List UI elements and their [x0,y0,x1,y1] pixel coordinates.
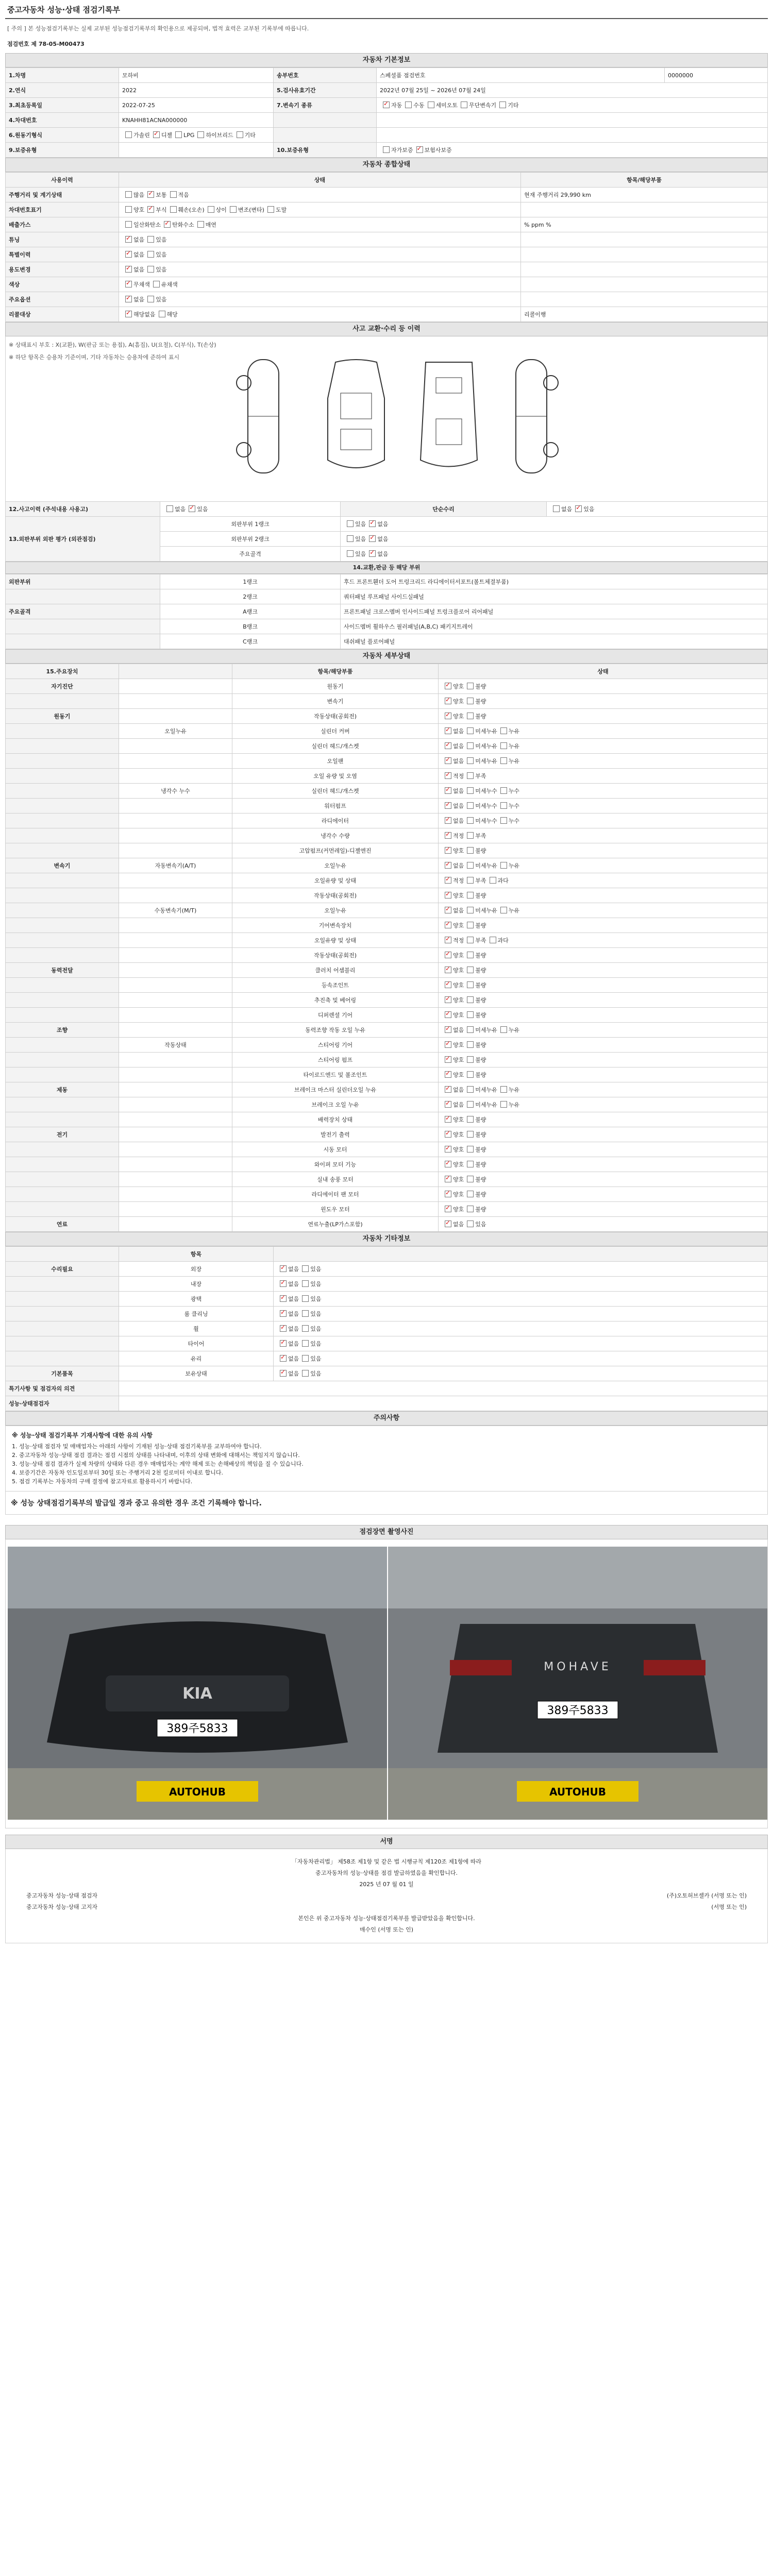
checkbox [445,1191,451,1197]
section-basic: 자동차 기본정보 [5,53,768,67]
big-warning: ※ 성능 상태점검기록부의 발급일 경과 중고 유의한 경우 조건 기록해야 합니다. [5,1492,768,1515]
checkbox [147,251,154,258]
checkbox [125,281,132,287]
detail-row: 오일유량 및 상태 ✓ 적정 부족 과다 [6,873,768,888]
checkbox [467,922,474,928]
detail-row: 타이로드엔드 및 볼조인트 ✓ 양호 불량 [6,1067,768,1082]
detail-row: 실린더 헤드/개스켓 ✓ 없음 미세누유 누유 [6,739,768,754]
checkbox [445,832,451,839]
caution-line: 5. 점검 기록부는 자동차의 구매 결정에 참고자료로 활용하시기 바랍니다. [12,1478,193,1485]
checkbox [445,1086,451,1093]
checkbox [405,101,412,108]
checkbox [467,847,474,854]
checkbox [445,817,451,824]
checkbox [467,832,474,839]
basic-row: 4.차대번호 KNAHH81ACNA000000 [6,113,768,128]
overall-row: 주요옵션 ✓ 없음 있음 [6,292,768,307]
detail-row: 동력전달 클러치 어셈블리 ✓ 양호 불량 [6,963,768,978]
basic-row: 9.보증유형 10.보증유형 자가보증✓ 보험사보증 [6,143,768,158]
checkbox [445,952,451,958]
checkbox [445,937,451,943]
checkbox [500,817,507,824]
parts-row: C랭크 대쉬패널 플로어패널 [6,634,768,649]
section-signature: 서명 [5,1835,768,1849]
other-row: 유리 ✓ 없음 있음 [6,1351,768,1366]
detail-row: 변속기 ✓ 양호 불량 [6,694,768,709]
cautions-box: ※ 성능·상태 점검기록부 기재사항에 대한 유의 사항 1. 성능·상태 점검자 및 매매업자는 아래의 사항이 기재된 성능·상태 점검기록부를 교부하여야 합니다. 2. 중고자동차 성능·상태 점검 결과는 점검 시점의 상태를 나타내며, 이후의 상태 변화에 대해서는 책임지지 않습니다. 3. 성능·상태 점검 결과가 실제 차량의 상태와 다른 경우 매매업자는 계약 해제 또는 손해배상의 책임을 질 수 있습니다. 4. 보증기간은 자동차 인도일로부터 30일 또는 주행거리 2천 킬로미터 이내로 합니다. 5. 점검 기록부는 자동차의 구매 결정에 참고자료로 활용하시기 바랍니다. [5,1426,768,1492]
detail-row: 오일누유 실린더 커버 ✓ 없음 미세누유 누유 [6,724,768,739]
overall-row: 차대번호표기 양호✓ 부식 훼손(오손) 상이 변조(변타) 도말 [6,202,768,217]
checkbox [499,101,506,108]
checkbox [467,1041,474,1048]
checkbox [467,1026,474,1033]
detail-row: 디퍼렌셜 기어 ✓ 양호 불량 [6,1008,768,1023]
checkbox [125,221,132,228]
checkbox [490,937,496,943]
checkbox [445,922,451,928]
checkbox [467,1071,474,1078]
checkbox [445,1176,451,1182]
checkbox [445,698,451,704]
overall-row: 용도변경 ✓ 없음 있음 [6,262,768,277]
car-top-icon [315,357,397,476]
checkbox [302,1310,309,1317]
basic-row: 6.원동기형식 가솔린✓ 디젤 LPG 하이브리드 기타 [6,128,768,143]
photo-rear [388,1547,767,1820]
checkbox [445,787,451,794]
checkbox [197,131,204,138]
frame-row: 주요골격 있음✓ 없음 [6,547,768,562]
checkbox [197,221,204,228]
basic-info-table [5,67,768,158]
checkbox [500,727,507,734]
checkbox [500,1101,507,1108]
svg-text:KIA: KIA [182,1685,212,1703]
svg-text:MOHAVE: MOHAVE [544,1660,612,1673]
checkbox [490,877,496,884]
parts-row: 2랭크 쿼터패널 루프패널 사이드실패널 [6,589,768,604]
checkbox [302,1355,309,1362]
basic-row: 1.차명 모하비 송부번호 스페셜품 점검번호 0000000 [6,68,768,83]
checkbox [147,236,154,243]
checkbox [500,1086,507,1093]
overall-row: 배출가스 일산화탄소✓ 탄화수소 매연 % ppm % [6,217,768,232]
checkbox [500,742,507,749]
checkbox [445,713,451,719]
checkbox [467,727,474,734]
checkbox [467,1206,474,1212]
checkbox [445,1116,451,1123]
checkbox [208,206,214,213]
parts-table [5,574,768,649]
photo-panel [5,1539,768,1828]
overall-row: 특별이력 ✓ 없음 있음 [6,247,768,262]
checkbox [445,1146,451,1153]
checkbox [467,1101,474,1108]
checkbox [302,1370,309,1377]
checkbox [302,1280,309,1287]
checkbox [147,206,154,213]
document [5,0,768,1943]
checkbox [230,206,237,213]
checkbox [302,1325,309,1332]
checkbox [445,1011,451,1018]
checkbox [445,742,451,749]
checkbox [302,1295,309,1302]
detail-row: 제동 브레이크 마스터 실린더오일 누유 ✓ 없음 미세누유 누유 [6,1082,768,1097]
checkbox [467,1221,474,1227]
photo-front [8,1547,387,1820]
checkbox [467,877,474,884]
checkbox [445,1161,451,1167]
detail-row: 기어변속장치 ✓ 양호 불량 [6,918,768,933]
checkbox [280,1340,287,1347]
checkbox [467,742,474,749]
checkbox [153,281,160,287]
checkbox [467,1146,474,1153]
checkbox [125,311,132,317]
checkbox [467,757,474,764]
doc-notice: [ 주의 ] 본 성능점검기록부는 실제 교부된 성능점검기록부의 확인용으로 제공되며, 법적 효력은 교부된 기록부에 따릅니다. [7,25,309,32]
section-damage: 사고 교환·수리 등 이력 [5,322,768,336]
detail-row: 오일 유량 및 오염 ✓ 적정 부족 [6,769,768,784]
checkbox [467,683,474,689]
detail-row: 원동기 작동상태(공회전) ✓ 양호 불량 [6,709,768,724]
svg-text:AUTOHUB: AUTOHUB [549,1786,606,1798]
overall-row: 리콜대상 ✓ 해당없음 해당 리콜이행 [6,307,768,322]
detail-row: 작동상태 스티어링 기어 ✓ 양호 불량 [6,1038,768,1053]
detail-row: 등속조인트 ✓ 양호 불량 [6,978,768,993]
checkbox [445,967,451,973]
detail-row: 오일유량 및 상태 ✓ 적정 부족 과다 [6,933,768,948]
section-detail: 자동차 세부상태 [5,649,768,664]
parts-row: B랭크 사이드멤버 휠하우스 필러패널(A,B,C) 패키지트레이 [6,619,768,634]
section-cautions: 주의사항 [5,1411,768,1426]
checkbox [467,787,474,794]
accident-table [5,501,768,562]
section-other: 자동차 기타정보 [5,1232,768,1246]
checkbox [267,206,274,213]
basic-row: 2.연식 2022 5.검사유효기간 2022년 07월 25일 ~ 2026년 07월 24일 [6,83,768,98]
checkbox [467,907,474,913]
detail-table: 15.주요장치 항목/해당부품 상태 자기진단 원동기 ✓ 양호 불량 변속기 ✓ 양호 불량 원동기 작동상태(공회전) ✓ 양호 불량 오일누유 실린더 커버 ✓ 없음 미세누유 누유 실린더 헤드/개스켓 ✓ 없음 미세누유 누유 오일팬 ✓ 없음 미세누유 누유 오일 유량 및 오염 ✓ 적정 부족 냉각수 누수 실린더 헤드/개스켓 ✓ 없음 미세누수 누수 워터펌프 ✓ 없음 미세누수 누수 라디에이터 ✓ 없음 미세누수 누수 냉각수 수량 ✓ 적정 부족 고압펌프(커먼레일)-디젤엔진 ✓ 양호 불량 변속기 자동변속기(A/T) 오일누유 ✓ 없음 미세누유 누유 오일유량 및 상태 ✓ 적정 부족 과다 작동상태(공회전) ✓ 양호 불량 수동변속기(M/T) 오일누유 ✓ 없음 미세누유 누유 기어변속장치 ✓ 양호 불량 오일유량 및 상태 ✓ 적정 부족 과다 작동상태(공회전) ✓ 양호 불량 동력전달 클러치 어셈블리 ✓ 양호 불량 등속조인트 ✓ 양호 불량 추진축 및 베어링 ✓ 양호 불량 디퍼렌셜 기어 ✓ 양호 불량 조향 동력조향 작동 오일 누유 ✓ 없음 미세누유 누유 작동상태 스티어링 기어 ✓ 양호 불량 스티어링 펌프 ✓ 양호 불량 타이로드엔드 및 볼조인트 ✓ 양호 불량 제동 브레이크 마스터 실린더오일 누유 ✓ 없음 미세누유 누유 브레이크 오일 누유 ✓ 없음 미세누유 누유 배력장치 상태 ✓ 양호 불량 전기 발전기 출력 ✓ 양호 불량 시동 모터 ✓ 양호 불량 와이퍼 모터 기능 ✓ 양호 불량 실내 송풍 모터 ✓ 양호 불량 라디에이터 팬 모터 ✓ 양호 불량 윈도우 모터 ✓ 양호 불량 연료 연료누출(LP가스포함) ✓ 없음 있음 [5,664,768,1232]
overall-row: 색상 ✓ 무채색 유채색 [6,277,768,292]
detail-row: 전기 발전기 출력 ✓ 양호 불량 [6,1127,768,1142]
checkbox [445,1221,451,1227]
detail-row: 스티어링 펌프 ✓ 양호 불량 [6,1053,768,1067]
checkbox [445,996,451,1003]
overall-table: 사용이력 상태 항목/해당부품 주행거리 및 계기상태 많음✓ 보통 적음 현재 주행거리 29,990 km 차대번호표기 양호✓ 부식 훼손(오손) 상이 변조(변타) 도말 배출가스 일산화탄소✓ 탄화수소 매연 % ppm % 튜닝 ✓ 없음 있음 특별이력 ✓ 없음 있음 용도변경 ✓ 없음 있음 색상 ✓ 무채색 유채색 주요옵션 ✓ 없음 있음 리콜대상 ✓ 해당없음 해당 리콜이행 [5,172,768,322]
checkbox [280,1355,287,1362]
svg-text:389주5833: 389주5833 [166,1722,228,1735]
damage-diagram [5,336,768,501]
checkbox [159,311,165,317]
checkbox [467,1161,474,1167]
checkbox [467,1116,474,1123]
caution-line: 3. 성능·상태 점검 결과가 실제 차량의 상태와 다른 경우 매매업자는 계약 해제 또는 손해배상의 책임을 질 수 있습니다. [12,1461,304,1467]
detail-row: 브레이크 오일 누유 ✓ 없음 미세누유 누유 [6,1097,768,1112]
checkbox [445,847,451,854]
checkbox [445,1206,451,1212]
checkbox [153,131,160,138]
other-row: 룸 클리닝 ✓ 없음 있음 [6,1307,768,1321]
overall-row: 주행거리 및 계기상태 많음✓ 보통 적음 현재 주행거리 29,990 km [6,188,768,202]
checkbox [416,146,423,153]
caution-line: 1. 성능·상태 점검자 및 매매업자는 아래의 사항이 기재된 성능·상태 점검기록부를 교부하여야 합니다. [12,1443,262,1450]
checkbox [280,1295,287,1302]
checkbox [500,802,507,809]
detail-row: 자기진단 원동기 ✓ 양호 불량 [6,679,768,694]
parts-section: 14.교환,판금 등 해당 부위 [5,562,768,574]
checkbox [445,877,451,884]
checkbox [445,1071,451,1078]
detail-row: 고압펌프(커먼레일)-디젤엔진 ✓ 양호 불량 [6,843,768,858]
rank2-row: 외판부위 2랭크 있음✓ 없음 [6,532,768,547]
checkbox [445,757,451,764]
checkbox [467,996,474,1003]
car-side-left-icon [232,357,294,476]
section-photos: 점검장면 촬영사진 [5,1525,768,1539]
other-row: 타이어 ✓ 없음 있음 [6,1336,768,1351]
checkbox [445,1056,451,1063]
checkbox [500,907,507,913]
checkbox [500,1026,507,1033]
damage-legend-2: ※ 하단 항목은 승용차 기준이며, 기타 자동차는 승용차에 준하여 표시 [9,354,180,361]
other-row: 기본품목 보유상태 ✓ 없음 있음 [6,1366,768,1381]
detail-row: 윈도우 모터 ✓ 양호 불량 [6,1202,768,1217]
checkbox [467,1131,474,1138]
detail-row: 작동상태(공회전) ✓ 양호 불량 [6,948,768,963]
checkbox [237,131,243,138]
overall-row: 튜닝 ✓ 없음 있음 [6,232,768,247]
checkbox [445,907,451,913]
detail-row: 오일팬 ✓ 없음 미세누유 누유 [6,754,768,769]
checkbox [445,981,451,988]
doc-number: 점검번호 제 78-05-M00473 [7,41,85,47]
accident-row: 12.사고이력 (주석내용 사용고) 없음✓ 있음 단순수리 없음✓ 있음 [6,502,768,517]
detail-row: 시동 모터 ✓ 양호 불량 [6,1142,768,1157]
parts-row: 외판부위 1랭크 후드 프론트휀더 도어 트렁크리드 라디에이터서포트(볼트체결부품) [6,574,768,589]
checkbox [467,1176,474,1182]
signature-box: 「자동차관리법」 제58조 제1항 및 같은 법 시행규칙 제120조 제1항에 따라 중고자동차의 성능·상태를 점검 발급하였음을 확인합니다. 2025 년 07 월 01 일 중고자동차 성능·상태 점검자 (주)오토허브셀카 (서명 또는 인) 중고자동차 성능·상태 고지자 (서명 또는 인) 본인은 위 중고자동차 성능·상태점검기록부를 발급받았음을 확인합니다. 매수인 (서명 또는 인) [5,1849,768,1943]
other-row: 내장 ✓ 없음 있음 [6,1277,768,1292]
checkbox [445,683,451,689]
checkbox [467,952,474,958]
checkbox [467,713,474,719]
checkbox [280,1310,287,1317]
car-side-right-icon [500,357,562,476]
checkbox [467,802,474,809]
checkbox [445,1026,451,1033]
checkbox [383,101,390,108]
checkbox [147,191,154,198]
detail-row: 추진축 및 베어링 ✓ 양호 불량 [6,993,768,1008]
checkbox [125,236,132,243]
checkbox [467,1056,474,1063]
checkbox [467,892,474,899]
checkbox [467,817,474,824]
checkbox [280,1370,287,1377]
parts-row: 주요골격 A랭크 프론트패널 크로스멤버 인사이드패널 트렁크플로어 리어패널 [6,604,768,619]
checkbox [467,772,474,779]
checkbox [147,296,154,302]
checkbox [467,1191,474,1197]
checkbox [302,1340,309,1347]
checkbox [147,266,154,273]
checkbox [445,892,451,899]
detail-row: 와이퍼 모터 기능 ✓ 양호 불량 [6,1157,768,1172]
other-row: 광택 ✓ 없음 있음 [6,1292,768,1307]
checkbox [500,862,507,869]
checkbox [467,937,474,943]
checkbox [461,101,467,108]
detail-row: 조향 동력조향 작동 오일 누유 ✓ 없음 미세누유 누유 [6,1023,768,1038]
damage-legend: ※ 상태표시 부호 : X(교환), W(판금 또는 용접), A(흠집), U(요철), C(부식), T(손상) [9,342,216,348]
checkbox [467,1086,474,1093]
doc-title: 중고자동차 성능·상태 점검기록부 [5,0,768,19]
checkbox [467,862,474,869]
checkbox [445,727,451,734]
detail-row: 수동변속기(M/T) 오일누유 ✓ 없음 미세누유 누유 [6,903,768,918]
detail-row: 변속기 자동변속기(A/T) 오일누유 ✓ 없음 미세누유 누유 [6,858,768,873]
svg-text:AUTOHUB: AUTOHUB [169,1786,226,1798]
checkbox [125,266,132,273]
checkbox [500,787,507,794]
detail-row: 냉각수 수량 ✓ 적정 부족 [6,828,768,843]
checkbox [170,191,177,198]
detail-row: 라디에이터 ✓ 없음 미세누수 누수 [6,814,768,828]
checkbox [175,131,182,138]
checkbox [445,802,451,809]
checkbox [383,146,390,153]
checkbox [467,698,474,704]
basic-row: 3.최초등록일 2022-07-25 7.변속기 종류 ✓ 자동 수동 세미오토 무단변속기 기타 [6,98,768,113]
checkbox [445,772,451,779]
checkbox [445,1041,451,1048]
rank1-row: 13.외판부위 외판 평가 (외관점검) 외판부위 1랭크 있음✓ 없음 [6,517,768,532]
checkbox [125,206,132,213]
checkbox [280,1280,287,1287]
car-bottom-icon [408,357,490,476]
checkbox [125,251,132,258]
checkbox [280,1325,287,1332]
checkbox [500,757,507,764]
detail-row: 라디에이터 팬 모터 ✓ 양호 불량 [6,1187,768,1202]
caution-line: 2. 중고자동차 성능·상태 점검 결과는 점검 시점의 상태를 나타내며, 이후의 상태 변화에 대해서는 책임지지 않습니다. [12,1452,300,1459]
detail-row: 연료 연료누출(LP가스포함) ✓ 없음 있음 [6,1217,768,1232]
checkbox [445,862,451,869]
other-row: 휠 ✓ 없음 있음 [6,1321,768,1336]
checkbox [467,981,474,988]
checkbox [428,101,434,108]
checkbox [164,221,171,228]
detail-row: 작동상태(공회전) ✓ 양호 불량 [6,888,768,903]
svg-text:389주5833: 389주5833 [547,1704,609,1717]
checkbox [467,967,474,973]
checkbox [445,1101,451,1108]
checkbox [467,1011,474,1018]
checkbox [170,206,177,213]
other-row: 수리필요 외장 ✓ 없음 있음 [6,1262,768,1277]
detail-row: 실내 송풍 모터 ✓ 양호 불량 [6,1172,768,1187]
checkbox [125,131,132,138]
detail-row: 워터펌프 ✓ 없음 미세누수 누수 [6,799,768,814]
other-table: 항목 수리필요 외장 ✓ 없음 있음 내장 ✓ 없음 있음 광택 ✓ 없음 있음 룸 클리닝 ✓ 없음 있음 휠 ✓ 없음 있음 타이어 ✓ 없음 있음 유리 ✓ 없음 있음 기본품목 보유상태 ✓ 없음 있음 특기사항 및 점검자의 의견 성능·상태점검자 [5,1246,768,1411]
checkbox [280,1265,287,1272]
section-overall: 자동차 종합상태 [5,158,768,172]
checkbox [125,191,132,198]
detail-row: 배력장치 상태 ✓ 양호 불량 [6,1112,768,1127]
checkbox [125,296,132,302]
checkbox [445,1131,451,1138]
caution-line: 4. 보증기간은 자동차 인도일로부터 30일 또는 주행거리 2천 킬로미터 이내로 합니다. [12,1469,223,1476]
checkbox [302,1265,309,1272]
detail-row: 냉각수 누수 실린더 헤드/개스켓 ✓ 없음 미세누수 누수 [6,784,768,799]
